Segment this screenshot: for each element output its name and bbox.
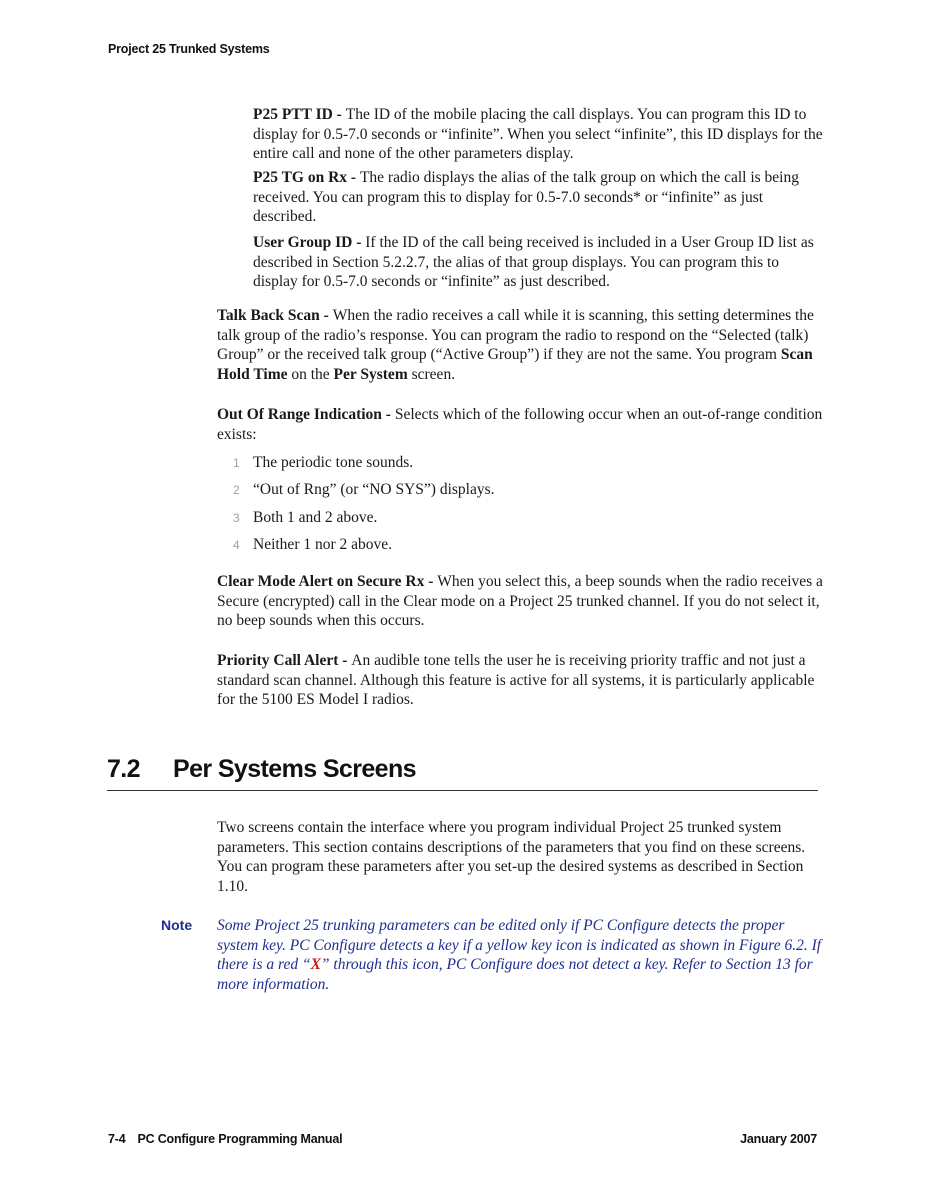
page-number: 7-4 [108,1132,126,1146]
list-number: 2 [233,483,240,497]
param-p25-ptt-id [253,105,823,164]
param-text: An audible tone tells the user he is receiving priority traffic and not just a standard scan channel. Although this feature is active for all systems, it is particularly applicable for the 5100 ES Model I radios. [217,652,815,709]
param-p25-tg-on-rx [253,168,823,227]
list-item [233,535,392,556]
param-term: P25 TG on Rx - [253,169,360,186]
param-text: Selects which of the following occur when an out-of-range condition exists: [217,406,823,443]
param-term: Talk Back Scan - [217,307,333,324]
param-text: screen. [407,365,456,383]
param-text: When you select this, a beep sounds when the radio receives a Secure (encrypted) call in the Clear mode on a Project 25 trunked channel. If you do not select it, no beep sounds when this occurs. [217,573,823,630]
scan-hold-time-ref: Scan Hold Time [217,346,813,383]
list-text: The periodic tone sounds. [253,454,414,471]
param-term: Clear Mode Alert on Secure Rx - [217,573,438,590]
list-item [233,453,413,474]
list-text: Both 1 and 2 above. [253,509,378,526]
param-text: The radio displays the alias of the talk group on which the call is being received. You can program this to display for 0.5-7.0 seconds* or “infinite” as just described. [253,169,799,226]
param-priority-call-alert [217,651,823,710]
section-heading [107,752,818,791]
note-label: Note [161,917,193,933]
param-text: If the ID of the call being received is included in a User Group ID list as described in Section 5.2.2.7, the alias of that group displays. You can program this to display for 0.5-7.0 seconds or “infinite” as just described. [253,234,814,291]
param-user-group-id [253,233,823,292]
running-footer-date: January 2007 [740,1132,817,1146]
param-text: The ID of the mobile placing the call displays. You can program this ID to display for 0.5-7.0 seconds or “infinite”. When you select “infinite”, this ID displays for the entire call and none of the other parameters display. [253,106,823,163]
param-text: When the radio receives a call while it is scanning, this setting determines the talk group of the radio’s response. You can program the radio to respond on the “Selected (talk) Group” or the received talk group (“Active Group”) if they are not the same. You program [217,307,814,364]
list-number: 3 [233,511,240,525]
param-term: User Group ID - [253,234,366,251]
param-term: Priority Call Alert - [217,652,352,669]
note-text-part: Some Project 25 trunking parameters can be edited only if PC Configure detects the proper system key. PC Configure detects a key if a yellow key icon is indicated as shown in Figure 6.2. If there is a red “ [217,917,822,974]
note-text [217,916,823,994]
manual-title: PC Configure Programming Manual [137,1132,343,1146]
list-number: 1 [233,456,240,470]
list-text: Neither 1 nor 2 above. [253,536,393,553]
red-x-mark: X [310,956,321,974]
per-system-ref: Per System [333,365,408,383]
param-term: P25 PTT ID - [253,106,346,123]
list-item [233,480,495,501]
section-intro: Two screens contain the interface where you program individual Project 25 trunked system parameters. This section contains descriptions of the parameters that you find on these screens. You can program these parameters after you set-up the desired systems as described in Section 1.10. [217,819,806,895]
param-term: Out Of Range Indication - [217,406,395,423]
param-out-of-range [217,405,823,444]
note-text-part: ” through this icon, PC Configure does not detect a key. Refer to Section 13 for more information. [217,956,813,993]
running-footer-left [108,1132,342,1146]
list-number: 4 [233,538,240,552]
section-number: 7.2 [107,755,140,783]
running-header: Project 25 Trunked Systems [108,42,270,56]
section-title: Per Systems Screens [173,755,416,783]
param-talk-back-scan [217,306,823,384]
param-clear-mode-alert [217,572,823,631]
param-text: on the [287,365,334,383]
list-text: “Out of Rng” (or “NO SYS”) displays. [253,481,495,498]
list-item [233,508,377,529]
